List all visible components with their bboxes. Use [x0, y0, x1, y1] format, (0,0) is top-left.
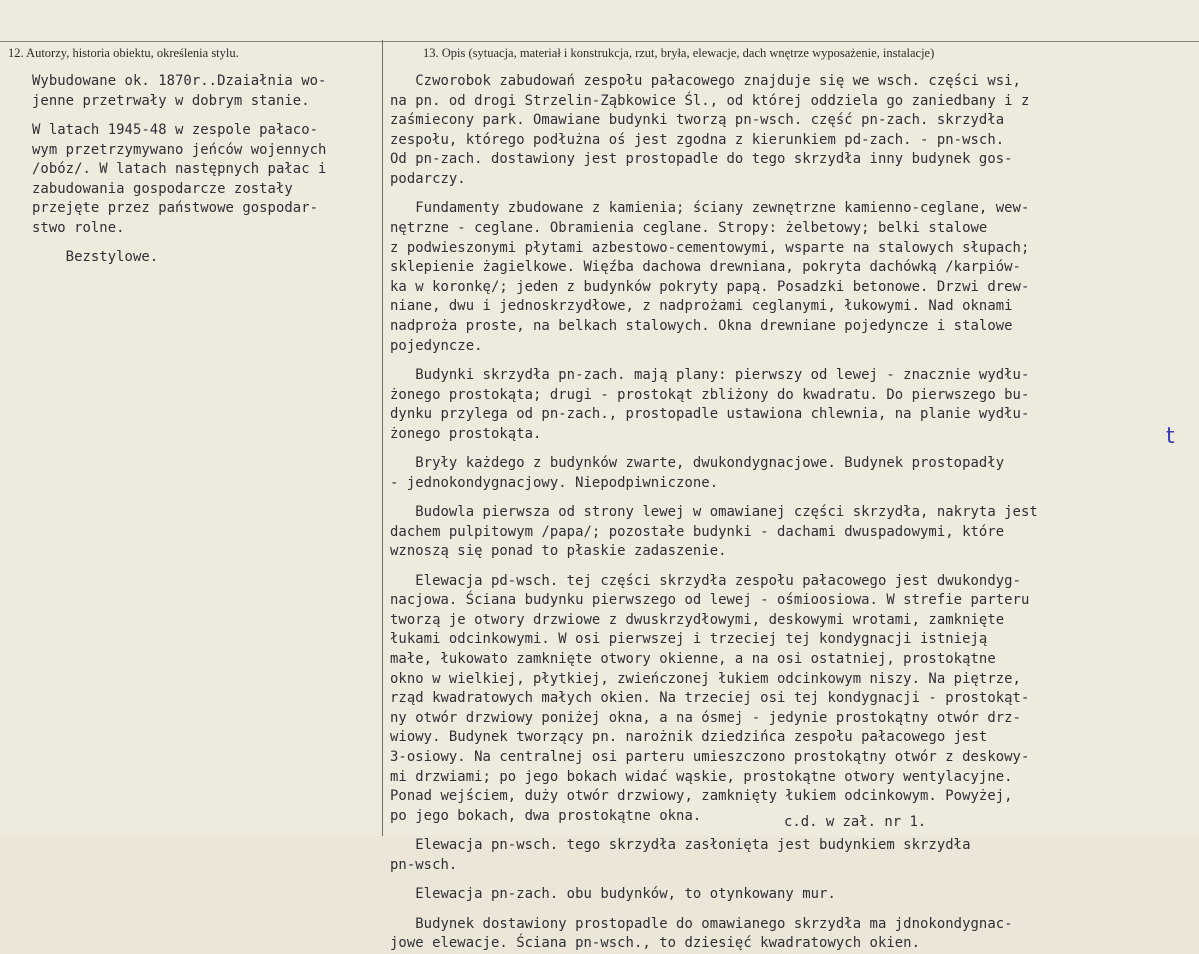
history-text-line: W latach 1945-48 w zespole pałaco- — [32, 121, 319, 138]
description-text-line: łukami odcinkowymi. W osi pierwszej i trzeciej tej kondygnacji istnieją — [390, 631, 988, 648]
description-text-line: niane, dwu i jednoskrzydłowe, z nadprożami ceglanymi, łukowymi. Nad oknami — [390, 298, 1013, 315]
description-text-line: Budynek dostawiony prostopadle do omawianego skrzydła ma jdnokondygnac- — [390, 915, 1013, 932]
description-text-line: Czworobok zabudowań zespołu pałacowego znajduje się we wsch. części wsi, — [390, 73, 1021, 89]
description-text-line: Fundamenty zbudowane z kamienia; ściany zewnętrzne kamienno-ceglane, wew- — [390, 200, 1030, 217]
description-text-line: ka w koronkę/; jeden z budynków pokryty papą. Posadzki betonowe. Drzwi drew- — [390, 278, 1030, 295]
header-divider — [0, 41, 1199, 42]
description-text-line: 3-osiowy. Na centralnej osi parteru umieszczono prostokątny otwór z deskowy- — [390, 748, 1030, 765]
description-text-line: Od pn-zach. dostawiony jest prostopadle do tego skrzydła inny budynek gos- — [390, 151, 1013, 168]
description-text-line: zespołu, którego podłużna oś jest zgodna z kierunkiem pd-zach. - pn-wsch. — [390, 131, 1005, 148]
description-text-line: Elewacja pd-wsch. tej części skrzydła zespołu pałacowego jest dwukondyg- — [390, 572, 1021, 589]
paragraph-gap — [390, 190, 1038, 200]
paragraph-gap — [390, 826, 1038, 836]
description-text-line: Budynki skrzydła pn-zach. mają plany: pierwszy od lewej - znacznie wydłu- — [390, 366, 1030, 383]
description-text-line: żonego prostokąta. — [390, 425, 542, 442]
history-text-line: przejęte przez państwowe gospodar- — [32, 200, 319, 217]
paragraph-gap — [32, 111, 326, 121]
description-text-line: nętrzne - ceglane. Obramienia ceglane. Stropy: żelbetowy; belki stalowe — [390, 219, 988, 236]
description-text-column — [390, 72, 1038, 954]
paragraph-gap — [390, 356, 1038, 366]
description-text-line: nadproża proste, na belkach stalowych. Okna drewniane pojedyncze i stalowe — [390, 317, 1013, 334]
history-text-line: Wybudowane ok. 1870r..Dzaiałnia wo- — [32, 73, 327, 89]
paragraph-gap — [390, 905, 1038, 915]
paragraph-gap — [32, 239, 326, 249]
description-text-line: na pn. od drogi Strzelin-Ząbkowice Śl., od której oddziela go zaniedbany i z — [390, 92, 1030, 109]
description-text-line: Elewacja pn-zach. obu budynków, to otynkowany mur. — [390, 886, 836, 903]
description-text-line: nacjowa. Ściana budynku pierwszego od lewej - ośmioosiowa. W strefie parteru — [390, 592, 1030, 609]
history-text-column — [32, 72, 326, 268]
paragraph-gap — [390, 444, 1038, 454]
description-text-line: Budowla pierwsza od strony lewej w omawianej części skrzydła, nakryta jest — [390, 504, 1038, 521]
description-text-line: wiowy. Budynek tworzący pn. narożnik dziedzińca zespołu pałacowego jest — [390, 729, 988, 746]
section-12-header: 12. Autorzy, historia obiektu, określenia stylu. — [8, 46, 239, 60]
description-text-line: zaśmiecony park. Omawiane budynki tworzą pn-wsch. część pn-zach. skrzydła — [390, 112, 1005, 129]
description-text-line: pojedyncze. — [390, 337, 483, 354]
description-text-line: - jednokondygnacjowy. Niepodpiwniczone. — [390, 474, 719, 491]
section-13-header: 13. Opis (sytuacja, materiał i konstrukcja, rzut, bryła, elewacje, dach wnętrze wyposażenie, instalacje) — [423, 46, 935, 60]
history-text-line: Bezstylowe. — [32, 249, 159, 266]
description-text-line: dynku przylega od pn-zach., prostopadle ustawiona chlewnia, na planie wydłu- — [390, 406, 1030, 423]
description-text-line: po jego bokach, dwa prostokątne okna. — [390, 807, 702, 824]
handwritten-correction-mark: t — [1166, 424, 1175, 449]
description-text-line: Ponad wejściem, duży otwór drzwiowy, zamknięty łukiem odcinkowym. Powyżej, — [390, 788, 1013, 805]
paragraph-gap — [390, 875, 1038, 885]
description-text-line: sklepienie żagielkowe. Więźba dachowa drewniana, pokryta dachówką /karpiów- — [390, 259, 1021, 276]
description-text-line: podarczy. — [390, 170, 466, 187]
description-text-line: wznoszą się ponad to płaskie zadaszenie. — [390, 543, 727, 560]
description-text-line: jowe elewacje. Ściana pn-wsch., to dziesięć kwadratowych okien. — [390, 935, 921, 952]
history-text-line: zabudowania gospodarcze zostały — [32, 180, 293, 197]
description-text-line: pn-wsch. — [390, 856, 458, 873]
description-text-line: tworzą je otwory drzwiowe z dwuskrzydłowymi, deskowymi wrotami, zamknięte — [390, 611, 1005, 628]
description-text-line: mi drzwiami; po jego bokach widać wąskie, prostokątne otwory wentylacyjne. — [390, 768, 1013, 785]
description-text-line: Elewacja pn-wsch. tego skrzydła zasłonięta jest budynkiem skrzydła — [390, 837, 971, 854]
history-text-line: jenne przetrwały w dobrym stanie. — [32, 92, 310, 109]
description-text-line: dachem pulpitowym /papa/; pozostałe budynki - dachami dwuspadowymi, które — [390, 523, 1005, 540]
description-text-line: małe, łukowato zamknięte otwory okienne, a na osi ostatniej, prostokątne — [390, 651, 996, 668]
paragraph-gap — [390, 562, 1038, 572]
history-text-line: stwo rolne. — [32, 219, 125, 236]
history-text-line: /obóz/. W latach następnych pałac i — [32, 161, 327, 178]
description-text-line: rząd kwadratowych małych okien. Na trzeciej osi tej kondygnacji - prostokąt- — [390, 690, 1030, 707]
paragraph-gap — [390, 493, 1038, 503]
history-text-line: wym przetrzymywano jeńców wojennych — [32, 141, 327, 158]
continuation-note: c.d. w zał. nr 1. — [784, 814, 927, 830]
description-text-line: okno w wielkiej, płytkiej, zwieńczonej łukiem odcinkowym niszy. Na piętrze, — [390, 670, 1021, 687]
description-text-line: z podwieszonymi płytami azbestowo-cementowymi, wsparte na stalowych słupach; — [390, 239, 1030, 256]
description-text-line: Bryły każdego z budynków zwarte, dwukondygnacjowe. Budynek prostopadły — [390, 455, 1005, 472]
description-text-line: żonego prostokąta; drugi - prostokąt zbliżony do kwadratu. Do pierwszego bu- — [390, 386, 1030, 403]
column-divider — [382, 40, 383, 836]
description-text-line: ny otwór drzwiowy poniżej okna, a na ósmej - jedynie prostokątny otwór drz- — [390, 709, 1021, 726]
